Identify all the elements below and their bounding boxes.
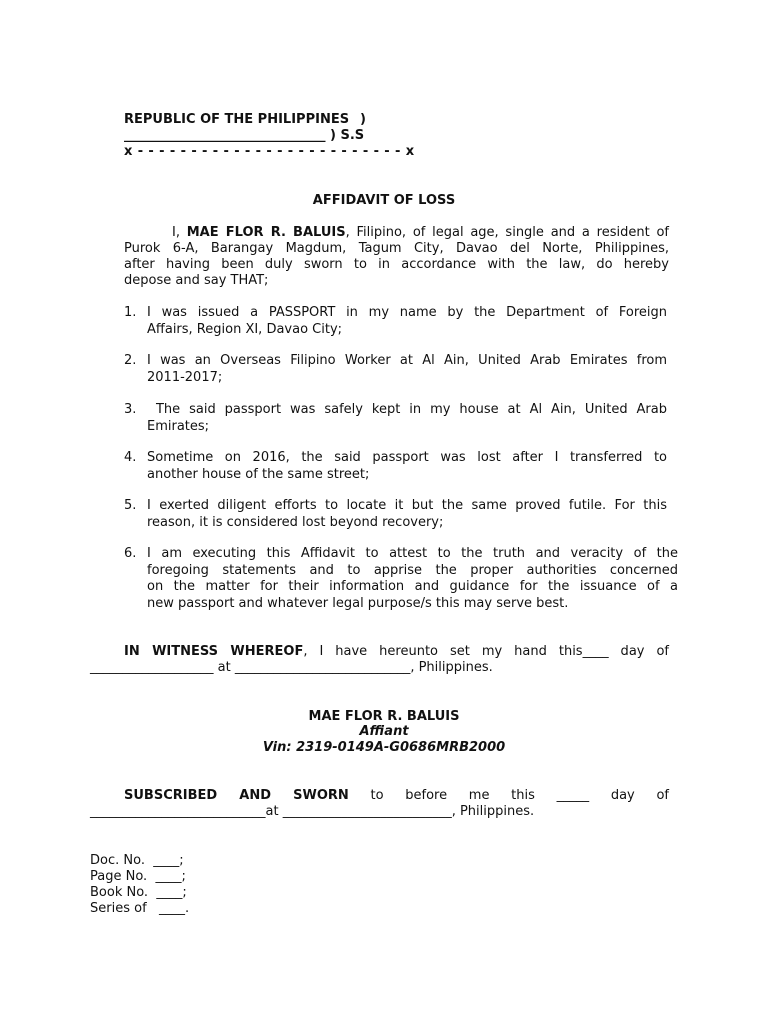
list-item bbox=[124, 353, 669, 387]
series-of: Series of ____. bbox=[90, 901, 190, 916]
affiant-vin: Vin: 2319-0149A-G0686MRB2000 bbox=[262, 740, 506, 755]
list-item bbox=[124, 305, 669, 339]
item-line: another house of the same street; bbox=[147, 466, 370, 482]
page-no: Page No. ____; bbox=[90, 869, 186, 884]
list-item bbox=[124, 498, 669, 532]
item-line: Affairs, Region XI, Davao City; bbox=[147, 321, 343, 337]
item-number: 2. bbox=[124, 353, 137, 368]
list-item bbox=[124, 402, 669, 436]
item-line: I was an Overseas Filipino Worker at Al Ain, United Arab Emirates from bbox=[147, 353, 667, 368]
doc-no: Doc. No. ____; bbox=[90, 853, 184, 868]
item-line: 2011-2017; bbox=[147, 369, 223, 385]
subscribed-bold: SUBSCRIBED AND SWORN bbox=[124, 788, 349, 803]
affiant-role: Affiant bbox=[359, 724, 409, 739]
republic-text: REPUBLIC OF THE PHILIPPINES bbox=[124, 112, 350, 127]
list-item bbox=[124, 450, 669, 484]
subscribed-line-1-rest: to before me this _____ day of bbox=[348, 788, 670, 803]
affiant-name: MAE FLOR R. BALUIS bbox=[308, 709, 460, 724]
x-line: x - - - - - - - - - - - - - - - - - - - - - - - - - x bbox=[124, 144, 415, 159]
item-line: foregoing statements and to apprise the proper authorities concerned bbox=[147, 562, 678, 578]
ss-line: _______________________________ ) S.S bbox=[124, 128, 365, 143]
intro-line-1 bbox=[124, 225, 669, 242]
item-line: I exerted diligent efforts to locate it but the same proved futile. For this bbox=[147, 498, 667, 513]
intro-line-2: Purok 6-A, Barangay Magdum, Tagum City, Davao del Norte, Philippines, bbox=[124, 241, 669, 256]
document-title: AFFIDAVIT OF LOSS bbox=[312, 193, 456, 208]
intro-line-4: depose and say THAT; bbox=[124, 273, 269, 288]
item-number: 3. bbox=[124, 402, 137, 417]
witness-line-1-rest: , I have hereunto set my hand this____ day of bbox=[303, 644, 669, 659]
intro-line-1-rest: , Filipino, of legal age, single and a resident of bbox=[345, 225, 669, 240]
republic-heading bbox=[124, 112, 349, 129]
subscribed-line-1 bbox=[124, 788, 669, 805]
witness-line-1 bbox=[124, 644, 669, 661]
item-line: new passport and whatever legal purpose/s this may serve best. bbox=[147, 595, 569, 611]
intro-affiant-name: MAE FLOR R. BALUIS bbox=[186, 225, 346, 240]
witness-line-2: ___________________ at ___________________________, Philippines. bbox=[90, 660, 493, 675]
item-line: I was issued a PASSPORT in my name by the Department of Foreign bbox=[147, 305, 667, 320]
item-line: reason, it is considered lost beyond recovery; bbox=[147, 514, 444, 530]
subscribed-line-2: ___________________________at __________________________, Philippines. bbox=[90, 804, 535, 819]
item-number: 6. bbox=[124, 546, 137, 561]
venue-paren: ) bbox=[360, 112, 366, 127]
item-line: Emirates; bbox=[147, 418, 210, 434]
item-line: Sometime on 2016, the said passport was lost after I transferred to bbox=[147, 450, 667, 465]
intro-line-3: after having been duly sworn to in accordance with the law, do hereby bbox=[124, 257, 669, 272]
item-line: on the matter for their information and guidance for the issuance of a bbox=[147, 579, 678, 594]
book-no: Book No. ____; bbox=[90, 885, 187, 900]
witness-bold: IN WITNESS WHEREOF bbox=[124, 644, 304, 659]
item-number: 4. bbox=[124, 450, 137, 465]
item-line: The said passport was safely kept in my house at Al Ain, United Arab bbox=[147, 402, 667, 417]
item-number: 5. bbox=[124, 498, 137, 513]
item-line: I am executing this Affidavit to attest to the truth and veracity of the bbox=[147, 546, 678, 561]
list-item bbox=[124, 546, 678, 612]
intro-lead: I, bbox=[172, 225, 187, 240]
item-number: 1. bbox=[124, 305, 137, 320]
